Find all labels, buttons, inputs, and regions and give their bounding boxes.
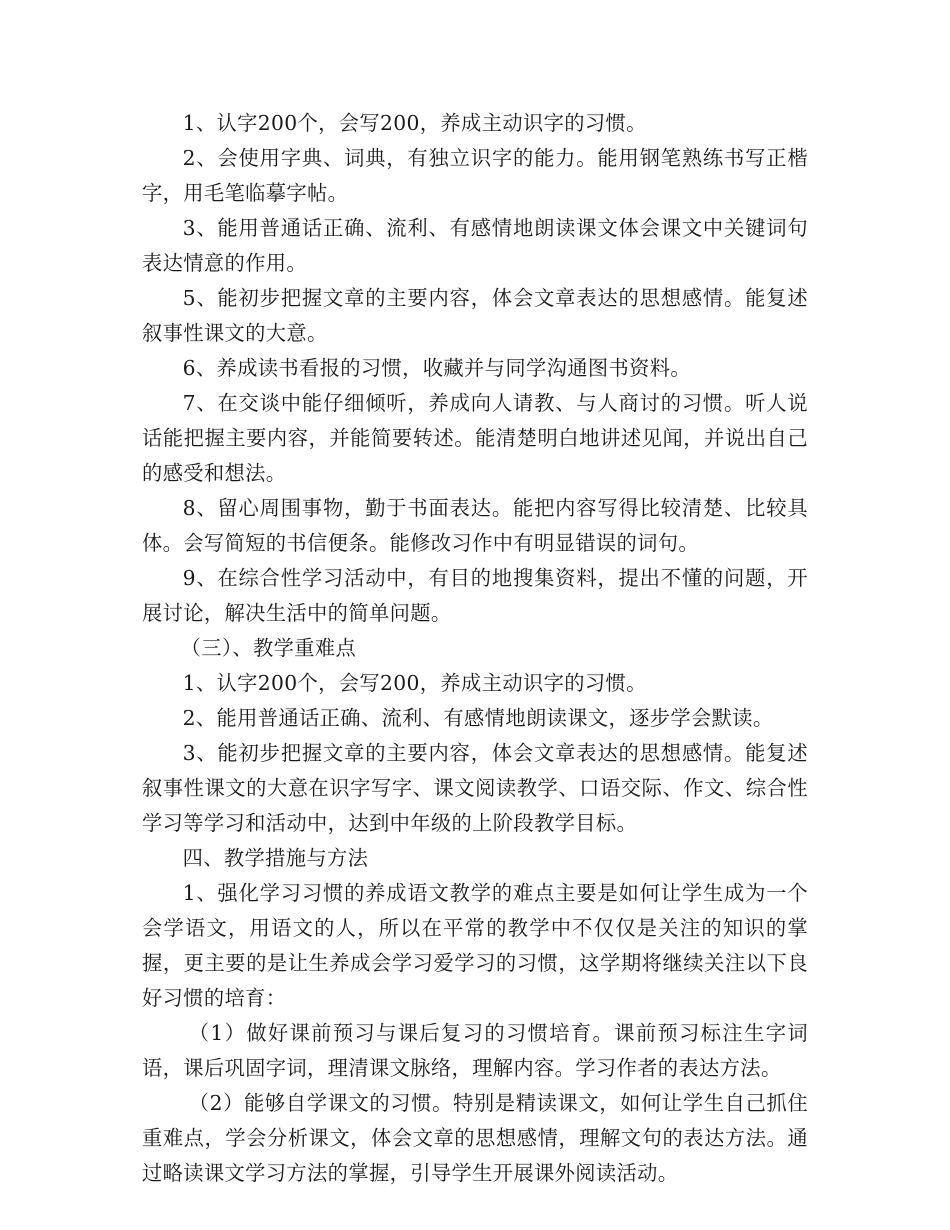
key-point-paragraph-1: 1、认字200个，会写200，养成主动识字的习惯。: [182, 671, 647, 695]
measure-subparagraph-1: （1）做好课前预习与课后复习的习惯培育。课前预习标注生字词语，课后巩固字词，理清课文脉络，理解内容。学习作者的表达方法。: [142, 1021, 808, 1080]
document-page: [142, 106, 808, 1191]
goal-paragraph-9: 9、在综合性学习活动中，有目的地搜集资料，提出不懂的问题，开展讨论，解决生活中的简单问题。: [142, 566, 808, 625]
measure-subparagraph-2: （2）能够自学课文的习惯。特别是精读课文，如何让学生自己抓住重难点，学会分析课文，体会文章的思想感情，理解文句的表达方法。通过略读课文学习方法的掌握，引导学生开展课外阅读活动。: [142, 1091, 808, 1185]
goal-paragraph-6: 6、养成读书看报的习惯，收藏并与同学沟通图书资料。: [182, 356, 691, 380]
goal-paragraph-1: 1、认字200个，会写200，养成主动识字的习惯。: [182, 111, 647, 135]
section-heading-measures: 四、教学措施与方法: [182, 846, 369, 870]
key-point-paragraph-2: 2、能用普通话正确、流利、有感情地朗读课文，逐步学会默读。: [182, 706, 774, 730]
goal-paragraph-3: 3、能用普通话正确、流利、有感情地朗读课文体会课文中关键词句表达情意的作用。: [142, 216, 808, 275]
goal-paragraph-8: 8、留心周围事物，勤于书面表达。能把内容写得比较清楚、比较具体。会写简短的书信便条。能修改习作中有明显错误的词句。: [142, 496, 808, 555]
section-heading-key-points: （三）、教学重难点: [180, 636, 357, 660]
measure-paragraph-1: 1、强化学习习惯的养成语文教学的难点主要是如何让学生成为一个会学语文，用语文的人，所以在平常的教学中不仅仅是关注的知识的掌握，更主要的是让生养成会学习爱学习的习惯，这学期将继续关注以下良好习惯的培育：: [142, 881, 808, 1010]
goal-paragraph-2: 2、会使用字典、词典，有独立识字的能力。能用钢笔熟练书写正楷字，用毛笔临摹字帖。: [142, 146, 808, 205]
goal-paragraph-7: 7、在交谈中能仔细倾听，养成向人请教、与人商讨的习惯。听人说话能把握主要内容，并能简要转述。能清楚明白地讲述见闻，并说出自己的感受和想法。: [142, 391, 808, 485]
key-point-paragraph-3: 3、能初步把握文章的主要内容，体会文章表达的思想感情。能复述叙事性课文的大意在识字写字、课文阅读教学、口语交际、作文、综合性学习等学习和活动中，达到中年级的上阶段教学目标。: [142, 741, 808, 835]
goal-paragraph-5: 5、能初步把握文章的主要内容，体会文章表达的思想感情。能复述叙事性课文的大意。: [142, 286, 808, 345]
